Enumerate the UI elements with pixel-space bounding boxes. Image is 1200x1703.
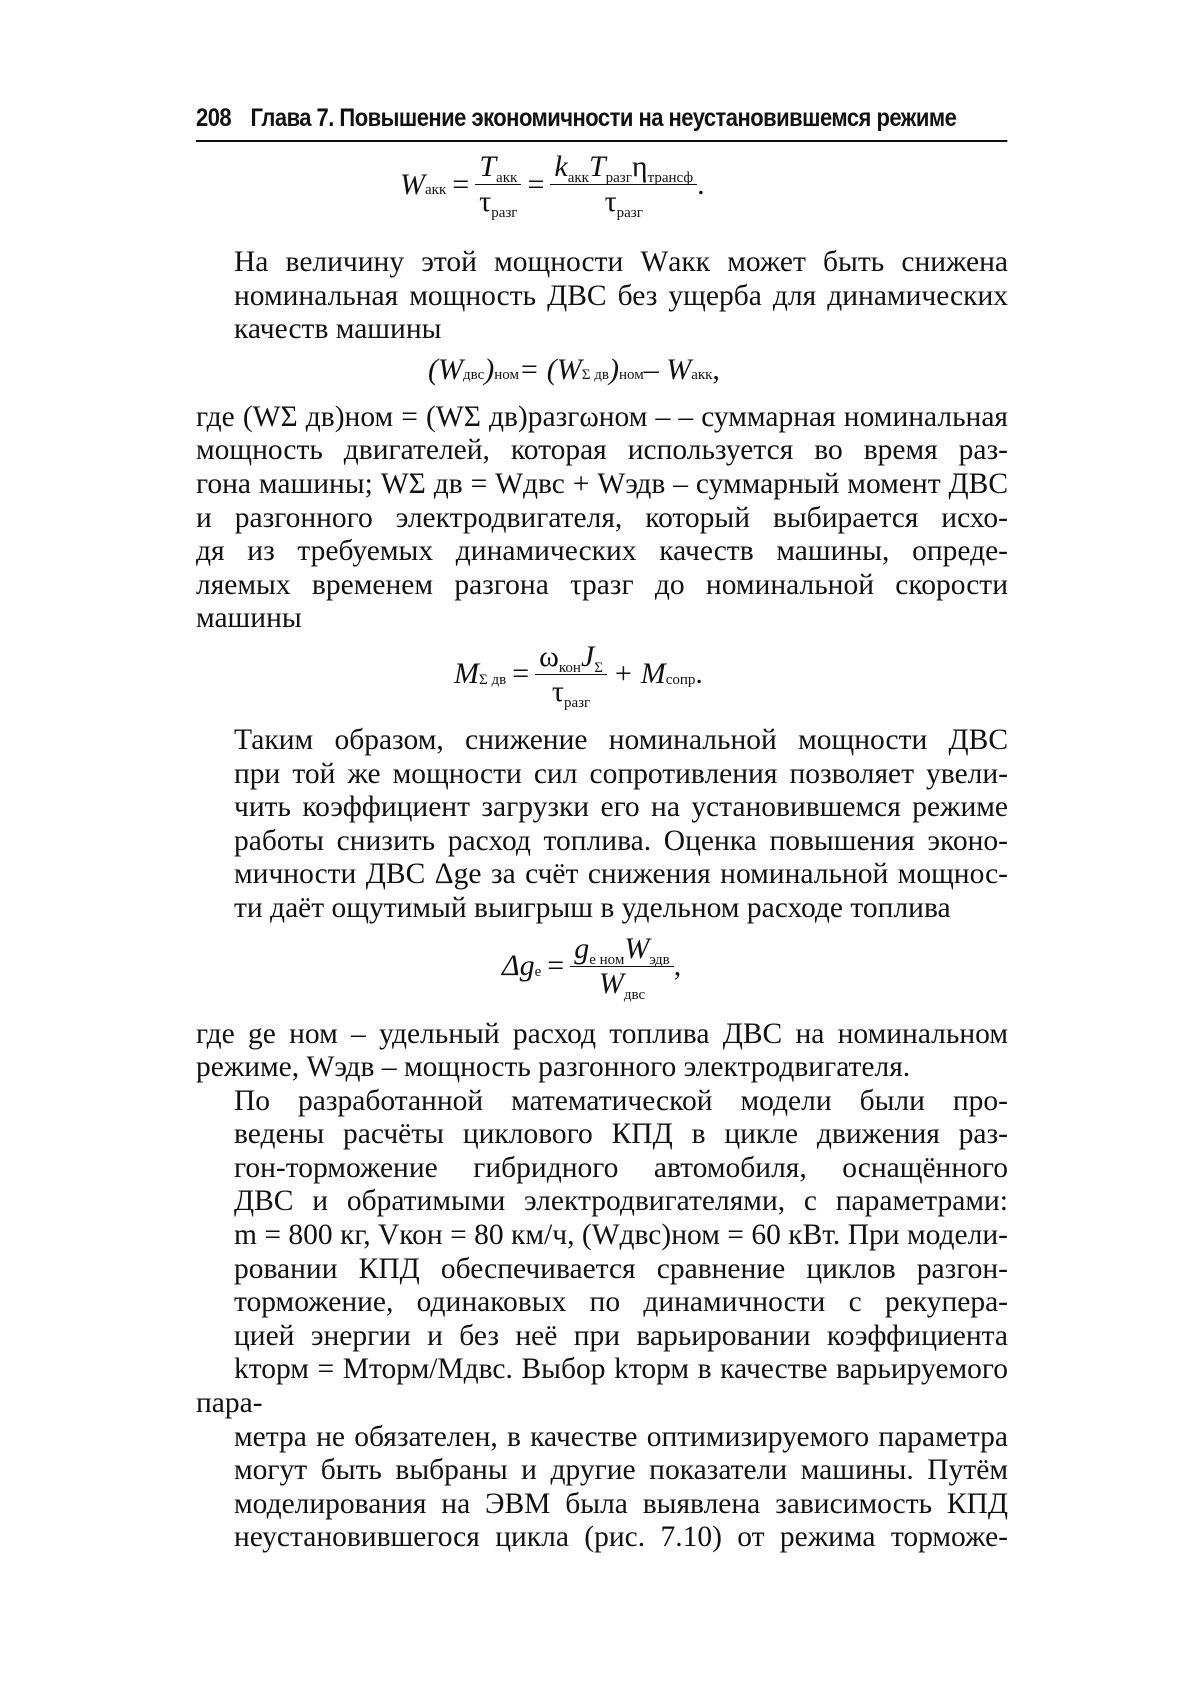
text-line: дя из требуемых динамических качеств машины, опреде-: [196, 535, 1008, 568]
formula-w-dvs-nom: [196, 347, 1008, 401]
formula-w-akk: [196, 142, 1008, 234]
text-line: где ge ном – удельный расход топлива ДВС на номинальном: [196, 1017, 1008, 1050]
formula-punctuation: ,: [673, 949, 682, 982]
text-line: гон-торможение гибридного автомобиля, оснащённого: [234, 1151, 1008, 1184]
formula-subscript: акк: [496, 170, 518, 186]
formula-subscript: разг: [616, 205, 643, 221]
text-line: мичности ДВС Δge за счёт снижения номинальной мощнос-: [234, 858, 1008, 891]
formula-subscript: двс: [623, 986, 646, 1003]
chapter-title: Глава 7. Повышение экономичности на неустановившемся режиме: [250, 104, 957, 132]
formula-symbol: ): [484, 352, 495, 386]
formula-fraction: [570, 932, 674, 1001]
text-line: торможение, одинаковых по динамичности с рекупера-: [234, 1286, 1008, 1319]
formula-symbol: T: [588, 150, 606, 183]
paragraph: [196, 724, 1008, 926]
formula-subscript: акк: [691, 367, 713, 384]
formula-subscript: трансф: [647, 170, 694, 186]
formula-symbol: τ: [604, 185, 617, 218]
formula-subscript: ном: [494, 367, 520, 384]
paragraph: [196, 246, 1008, 347]
text-line: По разработанной математической модели были про-: [234, 1084, 1008, 1117]
formula-fraction: [535, 640, 607, 709]
text-line: машины: [196, 602, 302, 635]
text-line: ведены расчёты циклового КПД в цикле движения раз-: [234, 1118, 1008, 1151]
text-line: мощность двигателей, которая используется во время раз-: [196, 434, 1008, 467]
formula-subscript: разг: [563, 694, 591, 711]
formula-subscript: e ном: [589, 951, 625, 968]
formula-symbol: τ: [479, 185, 492, 218]
text-line: неустановившегося цикла (рис. 7.10) от режима торможе-: [234, 1521, 1008, 1554]
text-line: номинальная мощность ДВС без ущерба для динамических: [234, 279, 1008, 312]
text-line: Таким образом, снижение номинальной мощности ДВС: [234, 723, 1008, 756]
formula-subscript: Σ: [594, 659, 603, 676]
formula-subscript: Σ дв: [581, 367, 609, 384]
paragraph: [196, 1085, 1008, 1555]
formula-symbol: T: [479, 150, 497, 183]
formula-symbol: τ: [551, 674, 564, 708]
paragraph: [196, 1018, 1008, 1085]
formula-fraction: [475, 150, 521, 219]
page-number: 208: [196, 104, 232, 132]
formula-symbol: W: [624, 931, 650, 965]
formula-subscript: Σ дв: [479, 671, 507, 688]
text-line: работы снизить расход топлива. Оценка повышения эконо-: [234, 824, 1008, 857]
text-line: где (WΣ дв)ном = (WΣ дв)разгωном – – суммарная номинальная: [196, 400, 1008, 433]
formula-symbol: ): [608, 352, 619, 386]
formula-operator: =: [452, 167, 470, 201]
paragraph: [196, 401, 1008, 636]
formula-symbol: J: [580, 639, 595, 673]
formula-subscript: акк: [425, 182, 447, 198]
running-header: [196, 96, 1008, 142]
formula-operator: =: [512, 657, 530, 691]
formula-symbol: ω: [539, 639, 559, 673]
text-line: качеств машины: [234, 313, 442, 346]
text-line: режиме, Wэдв – мощность разгонного электродвигателя.: [196, 1051, 911, 1084]
formula-symbol: + M: [613, 657, 666, 691]
formula-symbol: W: [400, 167, 425, 201]
formula-subscript: разг: [605, 170, 632, 186]
formula-symbol: η: [631, 150, 648, 183]
formula-symbol: g: [574, 931, 590, 965]
book-page: [196, 96, 1008, 1555]
text-line: ти даёт ощутимый выигрыш в удельном расходе топлива: [234, 891, 951, 924]
text-line: метра не обязателен, в качестве оптимизируемого параметра: [234, 1420, 1008, 1453]
text-line: ляемых временем разгона τразг до номинальной скорости: [196, 568, 1008, 601]
formula-symbol: k: [554, 150, 568, 183]
formula-subscript: акк: [567, 170, 589, 186]
text-line: цией энергии и без неё при варьировании коэффициента: [234, 1319, 1008, 1352]
formula-symbol: – W: [643, 352, 692, 386]
formula-punctuation: .: [695, 657, 703, 691]
formula-subscript: разг: [491, 205, 518, 221]
text-line: могут быть выбраны и другие показатели машины. Путём: [234, 1454, 1008, 1487]
text-line: при той же мощности сил сопротивления позволяет увели-: [234, 757, 1008, 790]
formula-subscript: кон: [558, 659, 581, 676]
text-line: чить коэффициент загрузки его на установившемся режиме: [234, 791, 1008, 824]
formula-symbol: = (W: [519, 352, 582, 386]
formula-subscript: двс: [462, 367, 485, 384]
formula-subscript: ном: [618, 367, 644, 384]
formula-subscript: сопр: [665, 671, 696, 688]
text-line: моделирования на ЭВМ была выявлена зависимость КПД: [234, 1487, 1008, 1520]
formula-punctuation: .: [697, 167, 705, 201]
formula-operator: =: [547, 949, 565, 982]
formula-fraction: [550, 150, 697, 219]
text-line: и разгонного электродвигателя, который выбирается исхо-: [196, 501, 1008, 534]
text-line: m = 800 кг, Vкон = 80 км/ч, (Wдвс)ном = 60 кВт. При модели-: [234, 1219, 1008, 1252]
text-line: ровании КПД обеспечивается сравнение циклов разгон-: [234, 1252, 1008, 1285]
formula-symbol: W: [598, 966, 624, 1000]
formula-symbol: (W: [428, 352, 463, 386]
formula-symbol: M: [454, 657, 479, 691]
text-line: гона машины; WΣ дв = Wдвс + Wэдв – суммарный момент ДВС: [196, 467, 1008, 500]
text-line: На величину этой мощности Wакк может быть снижена: [234, 246, 1008, 278]
formula-symbol: Δg: [502, 949, 535, 982]
formula-operator: =: [527, 167, 545, 201]
text-line: ДВС и обратимыми электродвигателями, с параметрами:: [234, 1185, 1008, 1218]
text-line: kторм = Mторм/Mдвс. Выбор kторм в качестве варьируемого пара-: [196, 1353, 1008, 1420]
formula-subscript: e: [534, 963, 542, 980]
formula-delta-ge: [196, 926, 1008, 1018]
formula-m-sum: [196, 636, 1008, 724]
formula-punctuation: ,: [712, 352, 720, 386]
formula-subscript: эдв: [649, 951, 670, 968]
